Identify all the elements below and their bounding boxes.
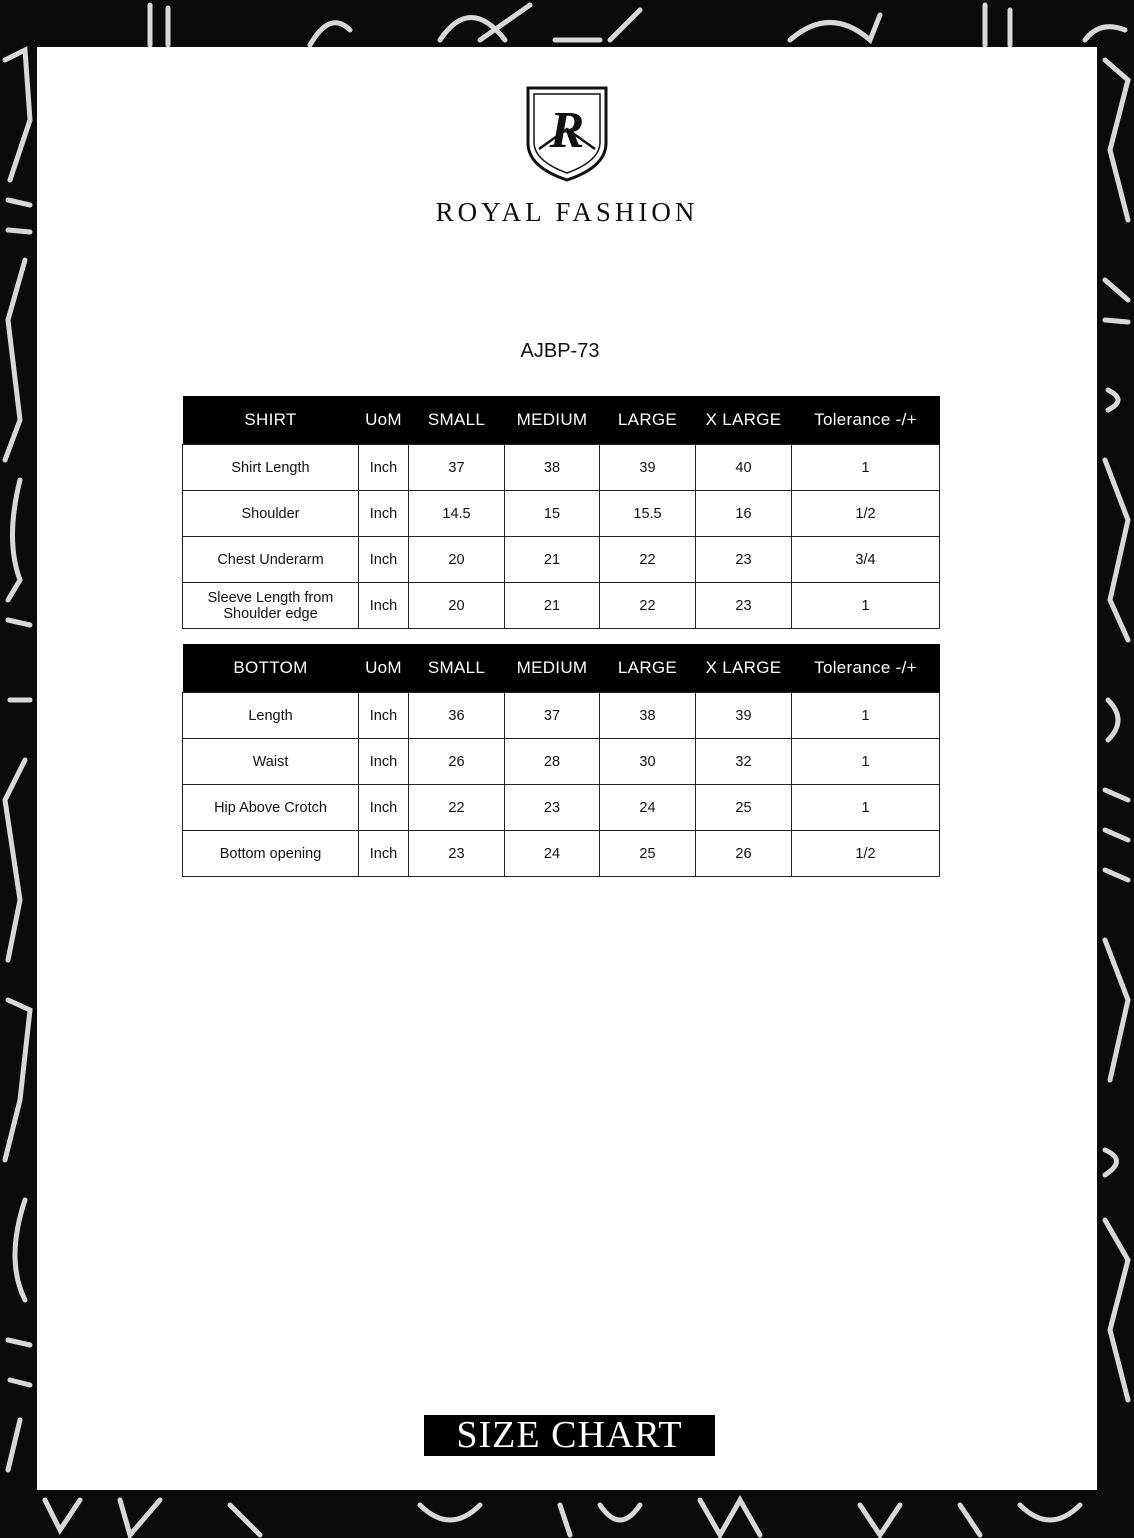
table-row	[183, 785, 940, 831]
measurement-label: Bottom opening	[183, 831, 359, 877]
medium-cell: 21	[505, 537, 600, 583]
header-garment: SHIRT	[183, 396, 359, 445]
uom-cell: Inch	[359, 693, 409, 739]
table-row	[183, 831, 940, 877]
x-large-cell: 26	[696, 831, 792, 877]
style-code: AJBP-73	[520, 340, 600, 362]
size-chart-banner: SIZE CHART	[424, 1415, 715, 1456]
x-large-cell: 32	[696, 739, 792, 785]
x-large-cell: 25	[696, 785, 792, 831]
x-large-cell: 40	[696, 445, 792, 491]
table-row	[183, 445, 940, 491]
large-cell: 22	[600, 583, 696, 629]
medium-cell: 24	[505, 831, 600, 877]
measurement-label: Chest Underarm	[183, 537, 359, 583]
header-medium: MEDIUM	[505, 644, 600, 693]
shirt-size-table	[182, 396, 940, 629]
small-cell: 20	[409, 583, 505, 629]
tolerance-cell: 1/2	[792, 491, 940, 537]
measurement-label: Sleeve Length from Shoulder edge	[183, 583, 359, 629]
small-cell: 26	[409, 739, 505, 785]
large-cell: 22	[600, 537, 696, 583]
size-chart-page	[37, 47, 1097, 1490]
large-cell: 38	[600, 693, 696, 739]
header-medium: MEDIUM	[505, 396, 600, 445]
large-cell: 25	[600, 831, 696, 877]
tolerance-cell: 1	[792, 693, 940, 739]
header-large: LARGE	[600, 396, 696, 445]
large-cell: 24	[600, 785, 696, 831]
medium-cell: 23	[505, 785, 600, 831]
uom-cell: Inch	[359, 831, 409, 877]
small-cell: 22	[409, 785, 505, 831]
small-cell: 14.5	[409, 491, 505, 537]
small-cell: 23	[409, 831, 505, 877]
large-cell: 39	[600, 445, 696, 491]
uom-cell: Inch	[359, 491, 409, 537]
header-x-large: X LARGE	[696, 396, 792, 445]
table-row	[183, 491, 940, 537]
uom-cell: Inch	[359, 583, 409, 629]
table-header-row	[183, 644, 940, 693]
tolerance-cell: 1/2	[792, 831, 940, 877]
header-small: SMALL	[409, 396, 505, 445]
uom-cell: Inch	[359, 537, 409, 583]
x-large-cell: 16	[696, 491, 792, 537]
x-large-cell: 23	[696, 583, 792, 629]
header-tolerance: Tolerance -/+	[792, 644, 940, 693]
svg-text:R: R	[549, 102, 585, 159]
x-large-cell: 39	[696, 693, 792, 739]
large-cell: 15.5	[600, 491, 696, 537]
medium-cell: 15	[505, 491, 600, 537]
medium-cell: 38	[505, 445, 600, 491]
shield-r-crest-icon	[525, 85, 609, 183]
header-uom: UoM	[359, 644, 409, 693]
uom-cell: Inch	[359, 785, 409, 831]
measurement-label: Shirt Length	[183, 445, 359, 491]
table-row	[183, 583, 940, 629]
bottom-size-table	[182, 644, 940, 877]
table-header-row	[183, 396, 940, 445]
header-uom: UoM	[359, 396, 409, 445]
tolerance-cell: 3/4	[792, 537, 940, 583]
tolerance-cell: 1	[792, 785, 940, 831]
table-row	[183, 537, 940, 583]
tolerance-cell: 1	[792, 739, 940, 785]
measurement-label: Waist	[183, 739, 359, 785]
uom-cell: Inch	[359, 739, 409, 785]
medium-cell: 28	[505, 739, 600, 785]
header-tolerance: Tolerance -/+	[792, 396, 940, 445]
tolerance-cell: 1	[792, 583, 940, 629]
uom-cell: Inch	[359, 445, 409, 491]
header-small: SMALL	[409, 644, 505, 693]
small-cell: 37	[409, 445, 505, 491]
tolerance-cell: 1	[792, 445, 940, 491]
table-row	[183, 739, 940, 785]
large-cell: 30	[600, 739, 696, 785]
table-row	[183, 693, 940, 739]
header-x-large: X LARGE	[696, 644, 792, 693]
x-large-cell: 23	[696, 537, 792, 583]
small-cell: 36	[409, 693, 505, 739]
small-cell: 20	[409, 537, 505, 583]
medium-cell: 37	[505, 693, 600, 739]
measurement-label: Length	[183, 693, 359, 739]
brand-name: ROYAL FASHION	[435, 197, 699, 227]
header-large: LARGE	[600, 644, 696, 693]
measurement-label: Shoulder	[183, 491, 359, 537]
header-garment: BOTTOM	[183, 644, 359, 693]
measurement-label: Hip Above Crotch	[183, 785, 359, 831]
medium-cell: 21	[505, 583, 600, 629]
